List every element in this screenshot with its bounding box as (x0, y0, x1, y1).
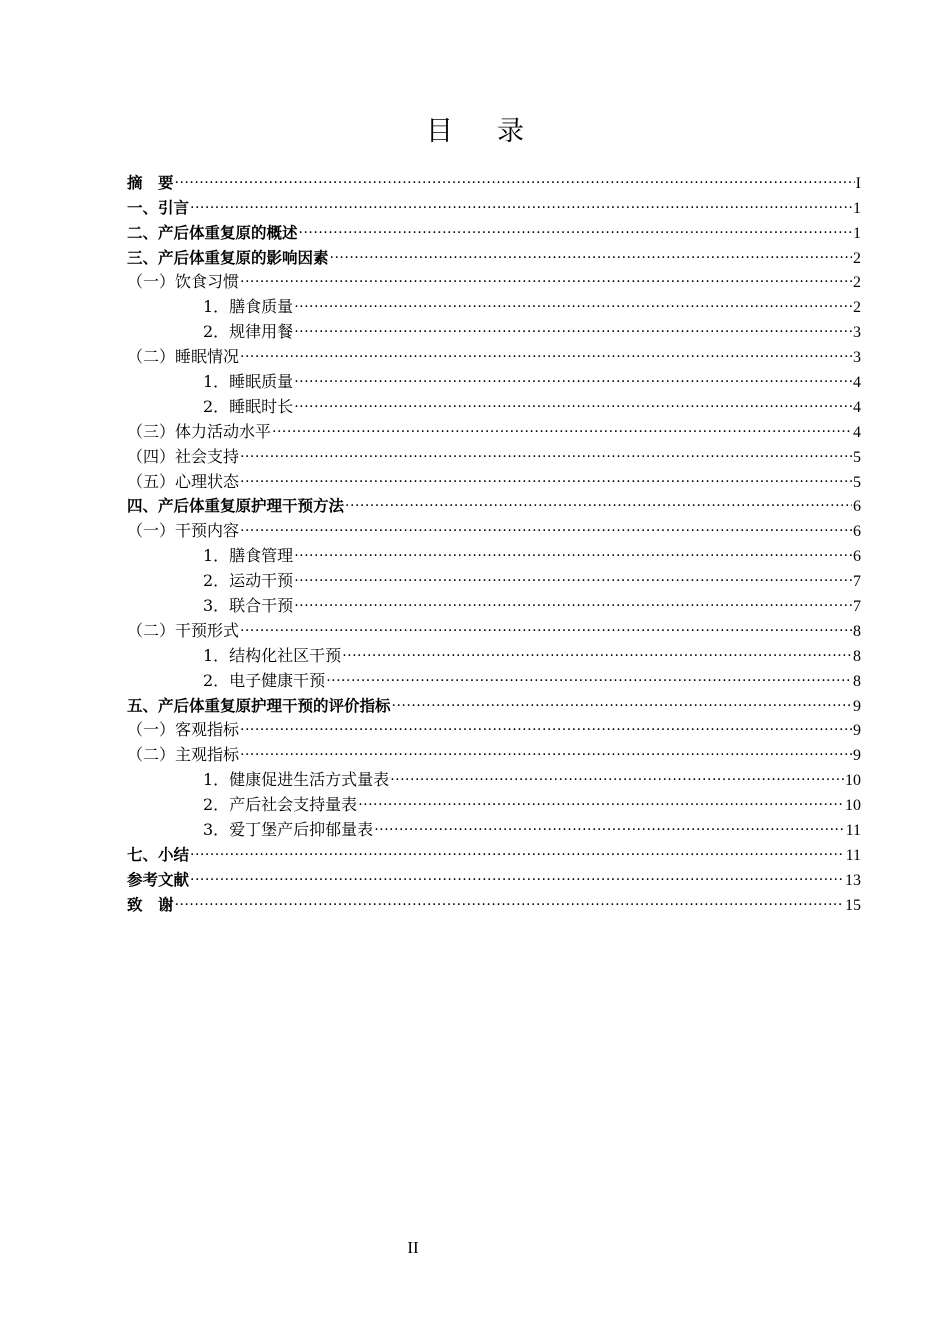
toc-entry-page: 4 (853, 374, 861, 392)
toc-entry-page: 10 (845, 772, 861, 790)
toc-entry[interactable] (127, 163, 861, 192)
toc-leader-dots (326, 661, 852, 686)
toc-entry-label: （一）饮食习惯 (127, 272, 240, 292)
toc-entry-label: （五）心理状态 (127, 471, 240, 491)
toc-leader-dots (294, 362, 852, 387)
toc-entry-page: 6 (853, 498, 861, 516)
toc-entry-page: 11 (845, 822, 861, 840)
toc-entry-page: 15 (845, 896, 861, 914)
toc-entry-label: 五、产后体重复原护理干预的评价指标 (127, 696, 391, 715)
toc-entry-label: 2．睡眠时长 (203, 396, 294, 416)
toc-entry-page: 5 (853, 448, 861, 466)
toc-leader-dots (240, 462, 852, 487)
toc-leader-dots (240, 437, 852, 462)
toc-entry-page: 6 (853, 548, 861, 566)
toc-leader-dots (190, 188, 852, 213)
toc-entry-label: 四、产后体重复原护理干预方法 (127, 497, 345, 516)
toc-entry-page: 7 (853, 598, 861, 616)
toc-entry-label: 2．运动干预 (203, 571, 294, 591)
toc-entry-label: 二、产后体重复原的概述 (127, 223, 298, 242)
toc-leader-dots (175, 885, 844, 910)
toc-leader-dots (240, 263, 852, 288)
toc-entry-page: 1 (853, 199, 861, 217)
toc-entry-label: 参考文献 (127, 870, 190, 889)
toc-leader-dots (240, 511, 852, 536)
toc-entry-label: 致 谢 (127, 895, 174, 914)
toc-entry-page: 7 (853, 573, 861, 591)
toc-entry-page: 11 (845, 846, 861, 864)
toc-entry-label: 1．健康促进生活方式量表 (203, 770, 390, 790)
toc-entry-page: 13 (845, 871, 861, 889)
toc-entry-label: 七、小结 (127, 845, 190, 864)
toc-leader-dots (240, 337, 852, 362)
toc-entry-label: 三、产后体重复原的影响因素 (127, 248, 329, 267)
toc-entry-label: 2．产后社会支持量表 (203, 795, 358, 815)
toc-entry-page: 9 (853, 722, 861, 740)
toc-entry-page: 8 (853, 622, 861, 640)
toc-entry-page: 9 (853, 697, 861, 715)
toc-leader-dots (342, 636, 852, 661)
toc-entry[interactable] (127, 835, 861, 864)
toc-entry-label: 摘 要 (127, 173, 174, 192)
toc-entry-page: 6 (853, 523, 861, 541)
toc-leader-dots (294, 387, 852, 412)
toc-entry-page: 5 (853, 473, 861, 491)
toc-entry-page: 8 (853, 672, 861, 690)
toc-entry-label: （四）社会支持 (127, 446, 240, 466)
toc-leader-dots (358, 785, 844, 810)
toc-entry-label: 1．睡眠质量 (203, 372, 294, 392)
toc-entry-page: 3 (853, 349, 861, 367)
toc-entry[interactable] (127, 860, 861, 889)
toc-entry-page: 2 (853, 299, 861, 317)
toc-entry-page: 2 (853, 249, 861, 267)
toc-entry-label: （二）干预形式 (127, 620, 240, 640)
toc-entry[interactable] (127, 188, 861, 217)
toc-leader-dots (294, 586, 852, 611)
page-number: II (407, 1238, 419, 1257)
toc-entry-label: （一）干预内容 (127, 521, 240, 541)
toc-title: 目录 (426, 116, 568, 147)
toc-entry-label: （一）客观指标 (127, 720, 240, 740)
toc-leader-dots (272, 412, 852, 437)
toc-leader-dots (374, 810, 844, 835)
toc-entry-label: 3．联合干预 (203, 596, 294, 616)
toc-entry-label: 1．结构化社区干预 (203, 645, 342, 665)
toc-leader-dots (294, 561, 852, 586)
toc-leader-dots (240, 711, 852, 736)
toc-leader-dots (240, 735, 852, 760)
toc-entry-label: （二）睡眠情况 (127, 347, 240, 367)
toc-leader-dots (294, 312, 852, 337)
toc-leader-dots (175, 163, 855, 188)
toc-entry-label: 1．膳食管理 (203, 546, 294, 566)
toc-entry-page: 10 (845, 797, 861, 815)
toc-leader-dots (190, 860, 844, 885)
toc-entry[interactable] (127, 885, 861, 914)
toc-entry-page: 8 (853, 647, 861, 665)
toc-entry-label: 2．电子健康干预 (203, 670, 326, 690)
toc-entry-label: 1．膳食质量 (203, 297, 294, 317)
toc-entry[interactable] (127, 213, 861, 242)
table-of-contents (127, 163, 861, 914)
toc-entry-page: 1 (853, 224, 861, 242)
toc-entry-page: 9 (853, 747, 861, 765)
toc-entry-page: 4 (853, 423, 861, 441)
toc-entry-page: I (855, 174, 861, 192)
toc-entry-page: 4 (853, 398, 861, 416)
toc-entry-label: （三）体力活动水平 (127, 421, 272, 441)
toc-leader-dots (294, 287, 852, 312)
toc-entry-page: 2 (853, 274, 861, 292)
toc-entry-label: 2．规律用餐 (203, 322, 294, 342)
toc-leader-dots (392, 686, 852, 711)
toc-entry-label: 一、引言 (127, 198, 190, 217)
toc-leader-dots (190, 835, 845, 860)
toc-leader-dots (299, 213, 852, 238)
toc-leader-dots (294, 536, 852, 561)
toc-leader-dots (390, 760, 844, 785)
toc-entry-page: 3 (853, 324, 861, 342)
toc-entry-label: （二）主观指标 (127, 745, 240, 765)
toc-leader-dots (345, 487, 852, 512)
toc-leader-dots (330, 238, 852, 263)
toc-leader-dots (240, 611, 852, 636)
toc-entry-label: 3．爱丁堡产后抑郁量表 (203, 820, 374, 840)
